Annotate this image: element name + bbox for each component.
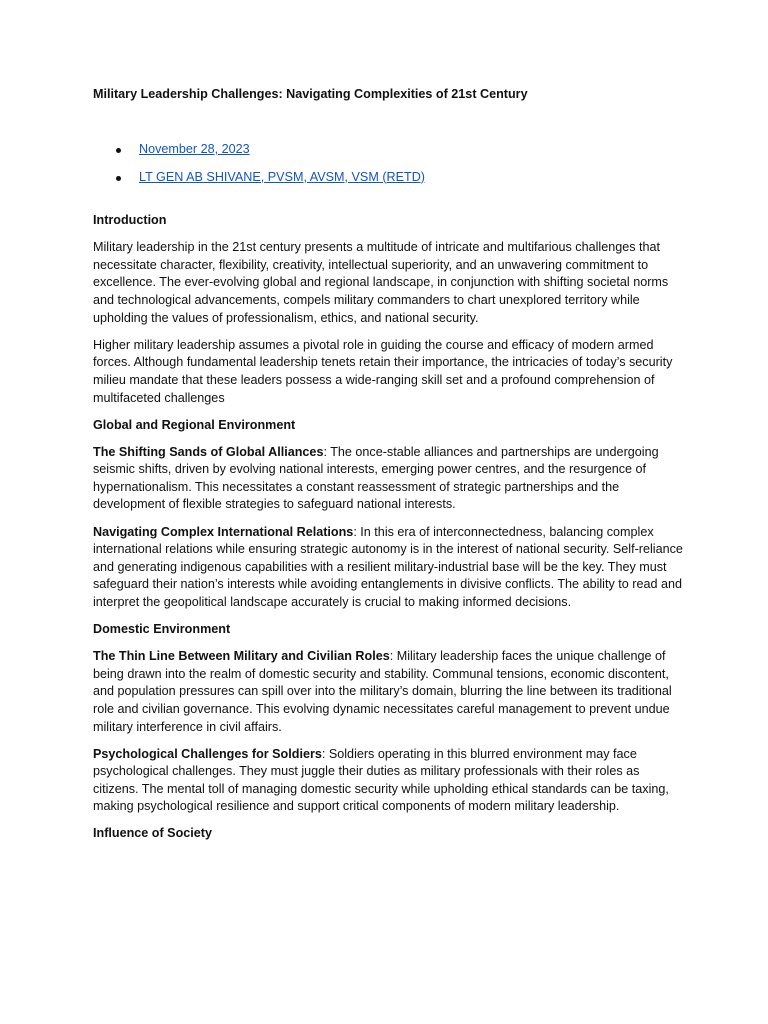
global-item2-text: : In this era of interconnectedness, balancing complex international relations while ensuring strategic autonomy is in the interest of national security. Self-reliance and generating indigenous capabilities with a resilient military-industrial base will be the key. They must safeguard their nation’s interests while avoiding entanglements in divisive conflicts. The ability to read and interpret the geopolitical landscape accurately is crucial to making informed decisions.	[93, 524, 683, 609]
domestic-item1-label: The Thin Line Between Military and Civilian Roles	[93, 649, 390, 664]
section-heading-introduction: Introduction	[93, 213, 167, 228]
bullet-icon	[116, 148, 121, 153]
document-page	[93, 86, 683, 843]
meta-list	[93, 141, 683, 187]
meta-item-date	[93, 141, 683, 159]
global-item2-label: Navigating Complex International Relations	[93, 524, 354, 539]
domestic-paragraph-1	[93, 648, 683, 736]
intro-paragraph-1: Military leadership in the 21st century presents a multitude of intricate and multifarious challenges that necessitate character, flexibility, creativity, intellectual superiority, and an unwavering commitment to excellence. The ever-evolving global and regional landscape, in conjunction with shifting societal norms and technological advancements, compels military commanders to chart unexplored territory while upholding the values of professionalism, ethics, and national security.	[93, 240, 669, 325]
domestic-item2-label: Psychological Challenges for Soldiers	[93, 746, 322, 761]
section-heading-domestic: Domestic Environment	[93, 622, 231, 637]
meta-item-author	[93, 169, 683, 187]
global-item1-text: : The once-stable alliances and partnerships are undergoing seismic shifts, driven by evolving national interests, emerging power centres, and the resurgence of hypernationalism. This necessitates a constant reassessment of strategic partnerships and the development of flexible strategies to safeguard national interests.	[93, 444, 659, 512]
section-heading-global: Global and Regional Environment	[93, 417, 296, 432]
domestic-paragraph-2	[93, 746, 683, 816]
section-heading-society: Influence of Society	[93, 826, 212, 841]
domestic-item1-text: : Military leadership faces the unique challenge of being drawn into the realm of domestic security and stability. Communal tensions, economic discontent, and population pressures can spill over into the military’s domain, blurring the line between its traditional role and civilian governance. This evolving dynamic necessitates careful management to prevent undue military interference in civil affairs.	[93, 649, 672, 734]
page-title: Military Leadership Challenges: Navigating Complexities of 21st Century	[93, 87, 528, 101]
global-item1-label: The Shifting Sands of Global Alliances	[93, 444, 324, 459]
author-link[interactable]: LT GEN AB SHIVANE, PVSM, AVSM, VSM (RETD)	[139, 169, 425, 184]
bullet-icon	[116, 176, 121, 181]
date-link[interactable]: November 28, 2023	[139, 141, 250, 156]
global-paragraph-1	[93, 444, 683, 514]
global-paragraph-2	[93, 524, 683, 612]
intro-paragraph-2: Higher military leadership assumes a pivotal role in guiding the course and efficacy of modern armed forces. Although fundamental leadership tenets retain their importance, the intricacies of today’s security milieu mandate that these leaders possess a wide-ranging skill set and a profound comprehension of multifaceted challenges	[93, 337, 673, 405]
domestic-item2-text: : Soldiers operating in this blurred environment may face psychological challenges. They must juggle their duties as military professionals with their roles as citizens. The mental toll of managing domestic security while upholding ethical standards can be taxing, making psychological resilience and support critical components of modern military leadership.	[93, 746, 669, 814]
